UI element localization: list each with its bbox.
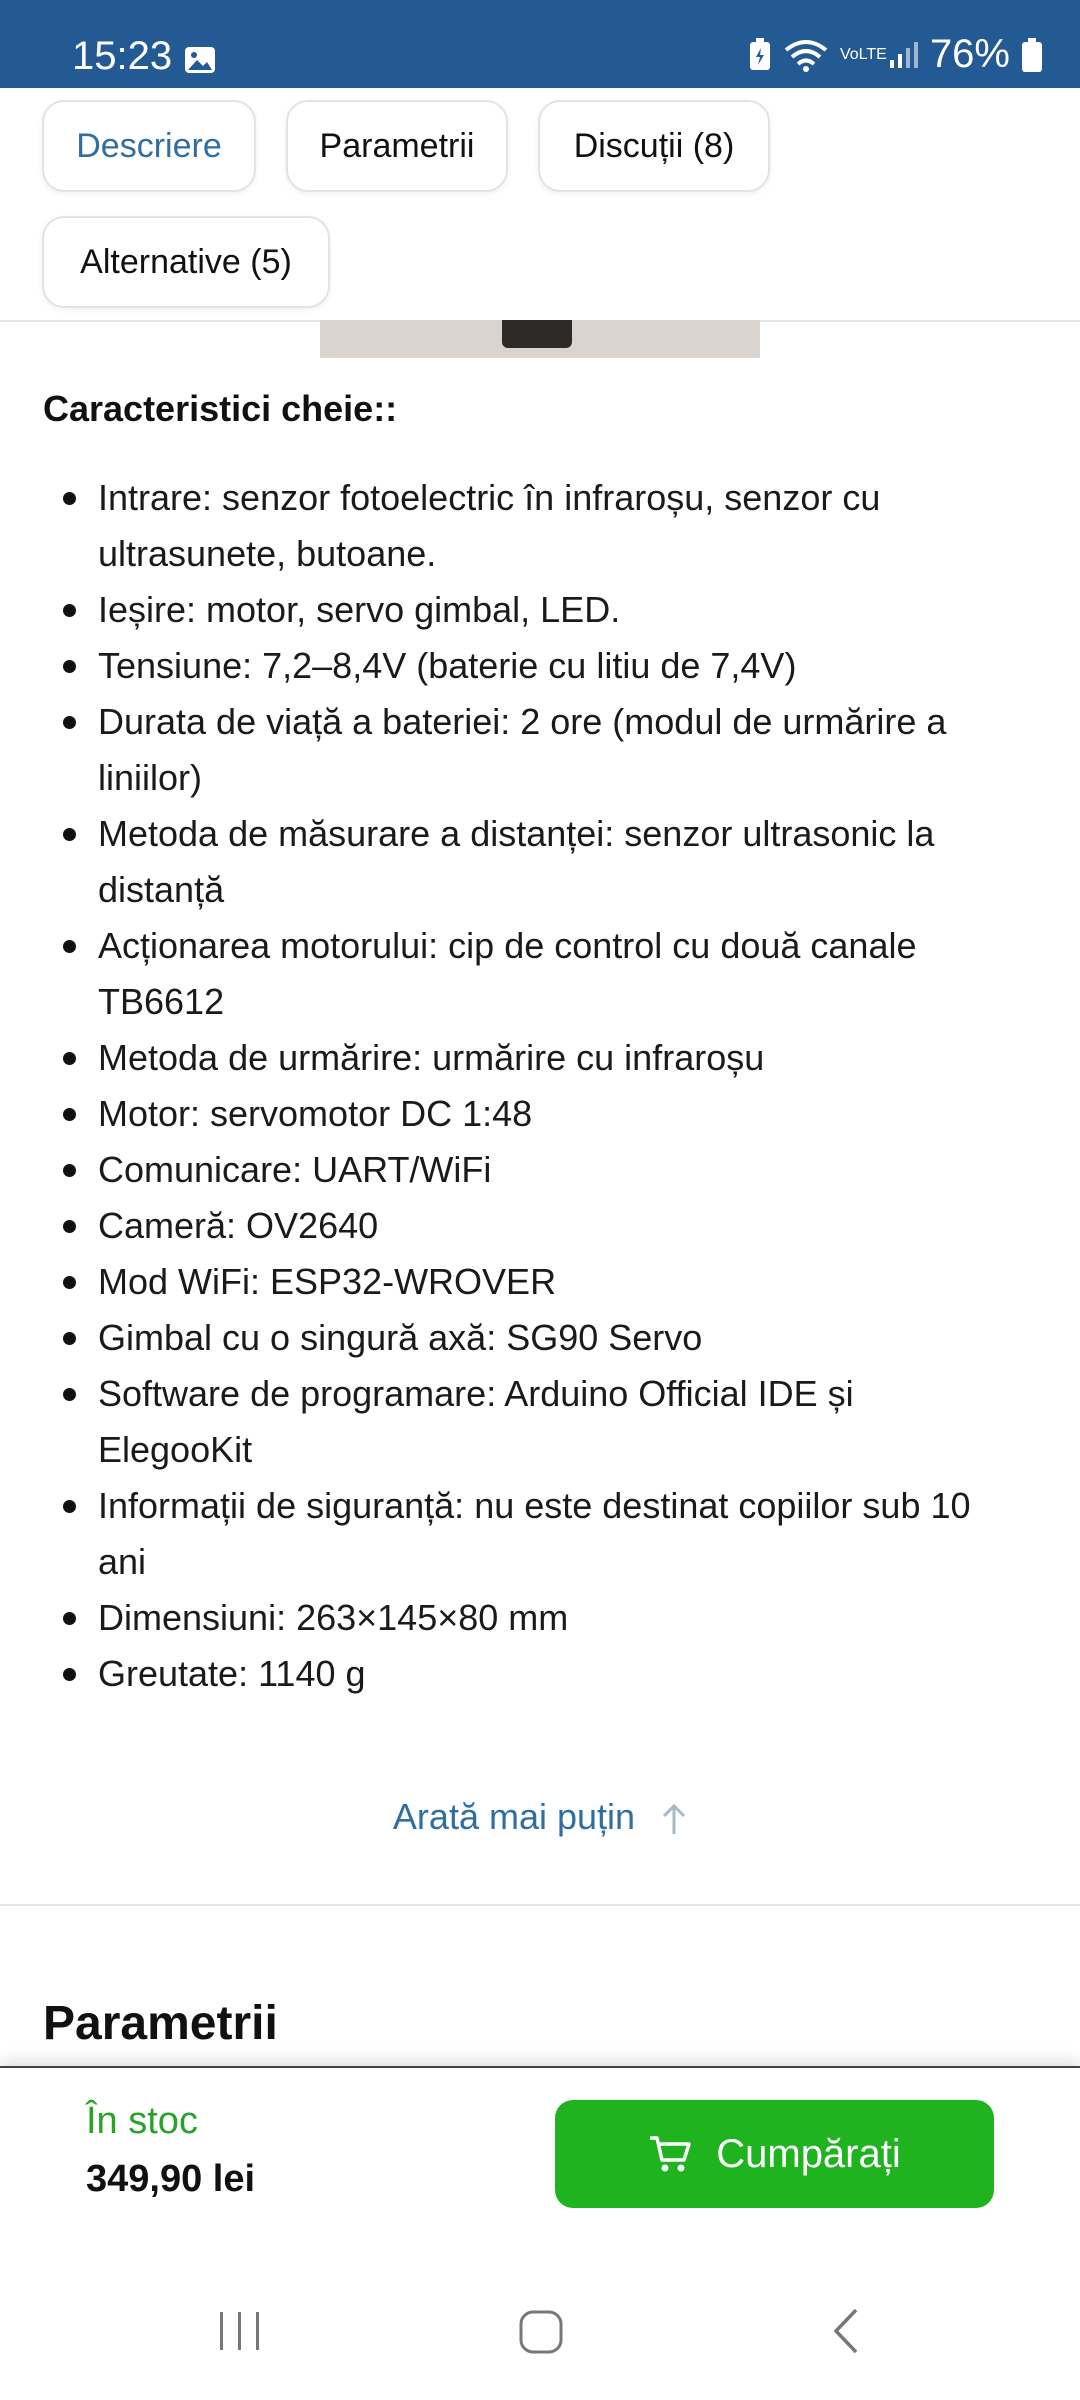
list-item: Metoda de urmărire: urmărire cu infraroșu — [43, 1030, 983, 1086]
list-item: Durata de viață a bateriei: 2 ore (modul de urmărire a liniilor) — [43, 694, 983, 806]
list-item: Metoda de măsurare a distanței: senzor ultrasonic la distanță — [43, 806, 983, 918]
list-item: Tensiune: 7,2–8,4V (baterie cu litiu de 7,4V) — [43, 638, 983, 694]
features-list — [43, 470, 983, 1702]
parameters-heading: Parametrii — [43, 1997, 278, 2050]
recent-apps-icon[interactable] — [218, 2306, 262, 2356]
list-item: Gimbal cu o singură axă: SG90 Servo — [43, 1310, 983, 1366]
list-item: Acționarea motorului: cip de control cu două canale TB6612 — [43, 918, 983, 1030]
list-item: Software de programare: Arduino Official IDE și ElegooKit — [43, 1366, 983, 1478]
list-item: Cameră: OV2640 — [43, 1198, 983, 1254]
list-item: Informații de siguranță: nu este destinat copiilor sub 10 ani — [43, 1478, 983, 1590]
robot-car-image-part — [502, 320, 572, 348]
list-item: Comunicare: UART/WiFi — [43, 1142, 983, 1198]
tab-alternative[interactable]: Alternative (5) — [42, 216, 330, 308]
back-icon[interactable] — [828, 2306, 862, 2356]
home-icon[interactable] — [518, 2306, 564, 2356]
cart-icon — [648, 2134, 692, 2174]
gallery-notification-icon — [184, 46, 216, 74]
battery-saver-icon — [748, 38, 772, 72]
stock-status: În stoc — [86, 2100, 198, 2142]
list-item: Intrare: senzor fotoelectric în infraroșu, senzor cu ultrasunete, butoane. — [43, 470, 983, 582]
status-bar — [0, 0, 1080, 88]
show-less-label: Arată mai puțin — [392, 1796, 636, 1837]
price: 349,90 lei — [86, 2158, 256, 2200]
list-item: Mod WiFi: ESP32-WROVER — [43, 1254, 983, 1310]
battery-icon — [1022, 38, 1042, 72]
signal-icon — [888, 40, 918, 70]
buy-button-label: Cumpărați — [716, 2131, 901, 2176]
list-item: Dimensiuni: 263×145×80 mm — [43, 1590, 983, 1646]
volte-icon: VoLTE — [839, 45, 887, 63]
buy-button[interactable] — [555, 2100, 994, 2208]
tab-descriere[interactable]: Descriere — [42, 100, 256, 192]
system-nav-bar — [0, 2266, 1080, 2400]
buy-bar — [0, 2066, 1080, 2268]
arrow-up-icon — [661, 1802, 687, 1836]
list-item: Motor: servomotor DC 1:48 — [43, 1086, 983, 1142]
tab-parametrii[interactable]: Parametrii — [286, 100, 508, 192]
section-divider — [0, 1904, 1080, 1906]
product-image — [320, 320, 760, 358]
status-time: 15:23 — [72, 34, 173, 78]
tab-bar — [0, 88, 1080, 322]
tab-discutii[interactable]: Discuții (8) — [538, 100, 770, 192]
list-item: Greutate: 1140 g — [43, 1646, 983, 1702]
features-heading: Caracteristici cheie:: — [43, 388, 398, 429]
list-item: Ieșire: motor, servo gimbal, LED. — [43, 582, 983, 638]
show-less-link[interactable] — [0, 1796, 1080, 1838]
wifi-icon — [784, 38, 828, 72]
battery-percent: 76% — [929, 32, 1010, 76]
status-icons — [748, 32, 1042, 77]
